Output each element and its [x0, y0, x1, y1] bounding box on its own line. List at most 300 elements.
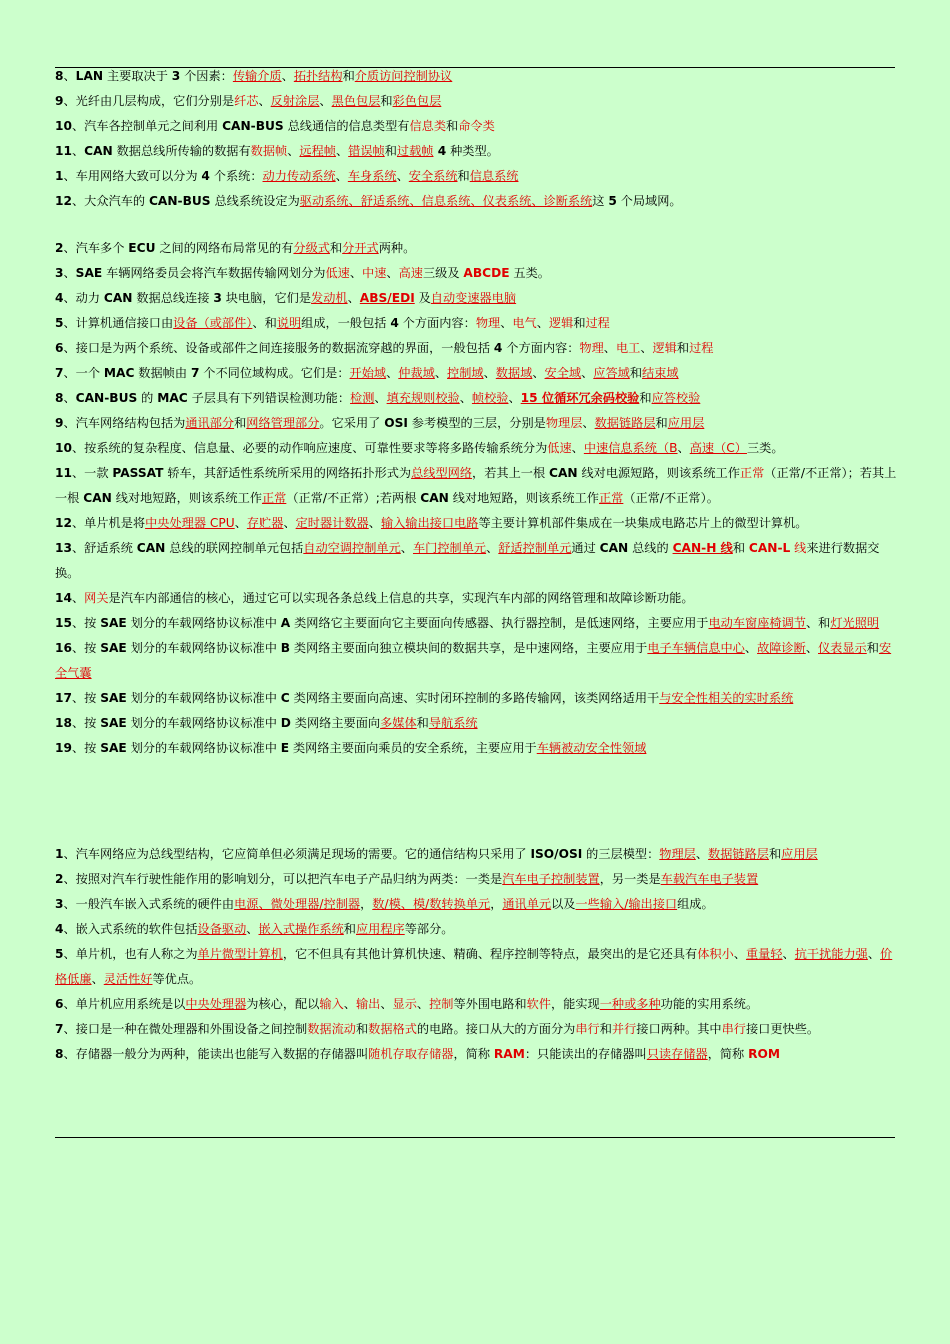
term-text: CAN — [420, 491, 449, 505]
question-text: 、接口是为两个系统、设备或部件之间连接服务的数据流穿越的界面，一般包括 — [63, 341, 494, 355]
question-number: 16 — [55, 641, 72, 655]
question-text: 线对地短路，则该系统工作 — [448, 491, 599, 505]
term-text: SAE — [100, 641, 127, 655]
question-text: ， — [360, 897, 373, 911]
question-text: 组成，一般包括 — [301, 316, 391, 330]
term-text: SAE — [100, 691, 127, 705]
term-text: CAN — [84, 144, 113, 158]
question-line — [55, 164, 900, 189]
answer-text: 控制域 — [447, 366, 484, 380]
question-text: 轿车，其舒适性系统所采用的网络拓扑形式为 — [163, 466, 412, 480]
question-text: 、 — [677, 441, 690, 455]
question-text: 、单片机是将 — [71, 516, 146, 530]
answer-text: 重量轻 — [745, 947, 783, 961]
question-text: 和 — [866, 641, 879, 655]
question-line — [55, 139, 900, 164]
question-number: 17 — [55, 691, 72, 705]
question-text: ：只能读出的存储器叫 — [524, 1047, 647, 1061]
term-text: PASSAT — [112, 466, 164, 480]
answer-text: 一些输入/输出接口 — [575, 897, 678, 911]
answer-text: 传输介质 — [232, 69, 282, 83]
answer-text: 故障诊断 — [757, 641, 806, 655]
answer-text: 黑色包层 — [331, 94, 381, 108]
question-number: 4 — [55, 291, 64, 305]
question-text: 以及 — [551, 897, 576, 911]
question-line — [55, 436, 900, 461]
question-text: 、按 — [71, 616, 101, 630]
answer-text: 电源、微处理器/控制器 — [234, 897, 361, 911]
question-line — [55, 89, 900, 114]
answer-text: 单片微型计算机 — [197, 947, 283, 961]
question-line — [55, 511, 900, 536]
question-text: 、 — [374, 391, 387, 405]
question-text: 、 — [536, 316, 549, 330]
answer-text: 信息类 — [409, 119, 447, 133]
answer-text: 电子车辆信息中心 — [647, 641, 745, 655]
question-text: 总线系统设定为 — [210, 194, 300, 208]
answer-text: 电动车窗座椅调节 — [708, 616, 806, 630]
question-number: 9 — [55, 94, 64, 108]
question-text: 五类。 — [509, 266, 550, 280]
question-text: 、 — [63, 391, 76, 405]
question-section-3 — [55, 842, 900, 1067]
question-text: 、大众汽车的 — [71, 194, 149, 208]
question-number: 12 — [55, 516, 72, 530]
question-text: 、 — [335, 169, 348, 183]
answer-text: 填充规则校验 — [386, 391, 460, 405]
question-text: 通过 — [571, 541, 600, 555]
question-text: 和 — [655, 416, 668, 430]
answer-text: CAN-H 线 — [672, 541, 733, 555]
question-text: 为核心，配以 — [246, 997, 320, 1011]
question-text: 接口两种。其中 — [636, 1022, 722, 1036]
term-text: SAE — [100, 741, 127, 755]
answer-text: 一种或多种 — [599, 997, 661, 1011]
answer-text: 应答域 — [593, 366, 630, 380]
answer-text: 串行 — [575, 1022, 600, 1036]
question-text: 划分的车载网络协议标准中 — [126, 741, 281, 755]
answer-text: 高速（C） — [689, 441, 747, 455]
question-text: 等主要计算机部件集成在一块集成电路芯片上的微型计算机。 — [478, 516, 808, 530]
question-line — [55, 992, 900, 1017]
question-number: 18 — [55, 716, 72, 730]
question-text: 、和 — [805, 616, 831, 630]
question-text: 总线的 — [628, 541, 673, 555]
question-number: 15 — [55, 616, 72, 630]
question-line — [55, 711, 900, 736]
question-text: 和 — [629, 366, 643, 380]
term-text: 4 — [390, 316, 399, 330]
answer-text: 物理 — [579, 341, 604, 355]
question-text: 数据帧由 — [134, 366, 191, 380]
question-text: 及 — [414, 291, 431, 305]
term-text: CAN — [549, 466, 578, 480]
question-text: 、 — [571, 441, 584, 455]
question-text: 和 — [380, 94, 393, 108]
term-text: SAE — [100, 716, 127, 730]
question-text: 、 — [71, 591, 85, 605]
question-text: 、按 — [71, 716, 101, 730]
question-text: 和 — [457, 169, 470, 183]
question-text: 、一般汽车嵌入式系统的硬件由 — [63, 897, 235, 911]
question-line — [55, 636, 900, 686]
term-text: D — [280, 716, 291, 730]
answer-text: 错误帧 — [348, 144, 385, 158]
question-line — [55, 261, 900, 286]
question-text: 和 — [355, 1022, 369, 1036]
question-text: 等部分。 — [404, 922, 454, 936]
answer-text: 随机存取存储器 — [368, 1047, 454, 1061]
term-text: 3 — [213, 291, 222, 305]
answer-text: 灵活性好 — [103, 972, 153, 986]
answer-text: 自动变速器电脑 — [430, 291, 517, 305]
question-text: 功能的实用系统。 — [660, 997, 759, 1011]
term-text: SAE — [75, 266, 103, 280]
term-text: MAC — [157, 391, 188, 405]
question-line — [55, 336, 900, 361]
answer-text: ABS/EDI — [359, 291, 415, 305]
answer-text: 15 位循环冗余码校验 — [520, 391, 640, 405]
question-text: 、车用网络大致可以分为 — [63, 169, 202, 183]
question-line — [55, 236, 900, 261]
term-text: CAN — [136, 541, 166, 555]
question-text: 、 — [695, 847, 709, 861]
question-number: 8 — [55, 391, 64, 405]
answer-text: 驱动系统、舒适系统、信息系统、仪表系统、诊断系统 — [299, 194, 593, 208]
question-line — [55, 892, 900, 917]
term-text: CAN-BUS — [148, 194, 211, 208]
question-text: 、汽车各控制单元之间利用 — [71, 119, 223, 133]
question-text: 、 — [508, 391, 521, 405]
answer-text: 通讯部分 — [185, 416, 235, 430]
answer-text: 车载汽车电子装置 — [660, 872, 759, 886]
term-text: CAN-BUS — [75, 391, 138, 405]
question-text: 、按 — [71, 691, 101, 705]
answer-text: 低速 — [547, 441, 572, 455]
question-text: 划分的车载网络协议标准中 — [126, 641, 281, 655]
answer-text: 输入输出接口电路 — [380, 516, 479, 530]
question-text: 、 — [343, 997, 356, 1011]
question-text: 、 — [867, 947, 881, 961]
question-text: 、 — [71, 144, 85, 158]
question-line — [55, 736, 900, 761]
term-text: LAN — [75, 69, 104, 83]
answer-text: 彩色包层 — [392, 94, 442, 108]
answer-text: 应用层 — [667, 416, 705, 430]
question-line — [55, 64, 900, 89]
question-text: 和 — [446, 119, 459, 133]
question-text: 这 — [592, 194, 609, 208]
answer-text: 过载帧 — [396, 144, 434, 158]
question-text: 、汽车网络应为总线型结构，它应简单但必须满足现场的需要。它的通信结构只采用了 — [63, 847, 531, 861]
answer-text: 安全域 — [544, 366, 582, 380]
answer-text: 车辆被动安全性领域 — [536, 741, 647, 755]
question-text: 划分的车载网络协议标准中 — [126, 691, 281, 705]
answer-text: 检测 — [350, 391, 375, 405]
answer-text: 串行 — [721, 1022, 746, 1036]
question-text: 、 — [283, 516, 296, 530]
question-text: 接口更快些。 — [745, 1022, 820, 1036]
question-text: 之间的网络布局常见的有 — [155, 241, 294, 255]
question-section-1 — [55, 64, 900, 214]
question-text: 总线通信的信息类型有 — [283, 119, 410, 133]
answer-text: 动力传动系统 — [262, 169, 336, 183]
question-text: 子层具有下列错误检测功能： — [187, 391, 351, 405]
question-number: 5 — [55, 316, 64, 330]
question-text: 、 — [400, 541, 413, 555]
question-line — [55, 461, 900, 511]
answer-text: 车身系统 — [347, 169, 397, 183]
answer-text: 过程 — [689, 341, 714, 355]
question-text: 线对地短路，则该系统工作 — [111, 491, 262, 505]
answer-text: 数据格式 — [368, 1022, 417, 1036]
question-text: 、汽车多个 — [63, 241, 129, 255]
question-line — [55, 386, 900, 411]
question-text: （正常/不正常）。 — [623, 491, 719, 505]
question-number: 8 — [55, 69, 64, 83]
question-number: 14 — [55, 591, 72, 605]
answer-text: 只读存储器 — [646, 1047, 708, 1061]
question-text: 划分的车载网络协议标准中 — [126, 616, 281, 630]
question-text: 车辆网络委员会将汽车数据传输网划分为 — [102, 266, 326, 280]
answer-text: 灯光照明 — [830, 616, 880, 630]
answer-text: RAM — [493, 1047, 525, 1061]
question-text: 和 — [599, 1022, 612, 1036]
question-text: 和 — [416, 716, 429, 730]
question-text: 、 — [744, 641, 758, 655]
answer-text: 与安全性相关的实时系统 — [659, 691, 794, 705]
answer-text: 低速 — [325, 266, 350, 280]
question-text: 个方面内容： — [398, 316, 476, 330]
answer-text: 软件 — [526, 997, 551, 1011]
answer-text: 发动机 — [311, 291, 348, 305]
answer-text: 价格低廉 — [55, 947, 893, 986]
question-number: 6 — [55, 341, 64, 355]
answer-text: 信息系统 — [469, 169, 519, 183]
question-text: 、 — [287, 144, 300, 158]
question-number: 9 — [55, 416, 64, 430]
question-text: 、 — [434, 366, 448, 380]
question-text: 、 — [733, 947, 746, 961]
term-text: 3 — [171, 69, 181, 83]
question-text: （正常/不正常）；若其上一根 — [55, 466, 897, 505]
answer-text: 电工 — [615, 341, 641, 355]
answer-text: 汽车电子控制装置 — [502, 872, 600, 886]
question-text: 、按系统的复杂程度、信息量、必要的动作响应速度、可靠性要求等将多路传输系统分为 — [71, 441, 548, 455]
question-number: 12 — [55, 194, 72, 208]
question-text: 两种。 — [378, 241, 416, 255]
answer-text: 拓扑结构 — [293, 69, 343, 83]
question-text: 总线的联网控制单元包括 — [165, 541, 304, 555]
question-text: 类网络主要面向独立模块间的数据共享，是中速网络，主要应用于 — [290, 641, 648, 655]
question-text: 、接口是一种在微处理器和外围设备之间控制 — [63, 1022, 308, 1036]
question-line — [55, 1042, 900, 1067]
question-text: 来进行数据交换。 — [55, 541, 880, 580]
question-text: 的 — [137, 391, 158, 405]
question-text: 、 — [416, 997, 430, 1011]
question-number: 3 — [55, 266, 64, 280]
question-number: 11 — [55, 144, 72, 158]
question-text: 的电路。接口从大的方面分为 — [416, 1022, 576, 1036]
answer-text: 抗干扰能力强 — [794, 947, 868, 961]
answer-text: 中央处理器 — [185, 997, 247, 1011]
question-text: 、汽车网络结构包括为 — [63, 416, 186, 430]
question-text: 和 — [234, 416, 247, 430]
question-text: 和 — [573, 316, 586, 330]
question-number: 10 — [55, 441, 72, 455]
answer-text: 自动空调控制单元 — [303, 541, 401, 555]
answer-text: 正常 — [739, 466, 765, 480]
answer-text: 应用程序 — [355, 922, 405, 936]
question-text: 个因素： — [180, 69, 233, 83]
answer-text: 结束域 — [642, 366, 679, 380]
question-text: 、 — [396, 169, 409, 183]
answer-text: 车门控制单元 — [412, 541, 487, 555]
question-text: 和 — [329, 241, 343, 255]
question-line — [55, 942, 900, 992]
answer-text: 仲裁域 — [398, 366, 435, 380]
answer-text: 仪表显示 — [818, 641, 867, 655]
question-text: 、 — [349, 266, 363, 280]
question-text: ，能实现 — [550, 997, 600, 1011]
question-line — [55, 867, 900, 892]
question-text: 块电脑，它们是 — [221, 291, 312, 305]
answer-text: 通讯单元 — [502, 897, 552, 911]
term-text: CAN — [103, 291, 133, 305]
question-text: ，简称 — [707, 1047, 749, 1061]
question-text: 和 — [342, 69, 355, 83]
question-text: 、 — [582, 416, 595, 430]
question-text: ， — [490, 897, 503, 911]
answer-text: 高速 — [398, 266, 423, 280]
question-text: 数据总线连接 — [132, 291, 214, 305]
answer-text: 应答校验 — [651, 391, 701, 405]
question-text: 、 — [63, 266, 76, 280]
answer-text: 说明 — [276, 316, 302, 330]
question-text: 和 — [343, 922, 356, 936]
question-text: 、单片机，也有人称之为 — [63, 947, 198, 961]
question-text: 、 — [386, 266, 399, 280]
answer-text: 正常 — [599, 491, 624, 505]
question-text: 、 — [486, 541, 499, 555]
question-text: 、存储器一般分为两种，能读出也能写入数据的存储器叫 — [63, 1047, 369, 1061]
question-number: 3 — [55, 897, 64, 911]
question-text: 、 — [368, 516, 381, 530]
question-text: 、按 — [71, 641, 101, 655]
answer-text: 数/模、模/数转换单元 — [372, 897, 491, 911]
term-text: B — [280, 641, 291, 655]
question-number: 7 — [55, 1022, 64, 1036]
question-text: 和 — [384, 144, 397, 158]
question-number: 5 — [55, 947, 64, 961]
question-text: 划分的车载网络协议标准中 — [126, 716, 281, 730]
question-text: 主要取决于 — [103, 69, 172, 83]
term-text: E — [280, 741, 290, 755]
question-text: 、动力 — [63, 291, 104, 305]
question-line — [55, 189, 900, 214]
answer-text: 存贮器 — [246, 516, 284, 530]
answer-text: 设备（或部件） — [173, 316, 253, 330]
answer-text: 开始域 — [349, 366, 387, 380]
question-text: 、 — [319, 94, 332, 108]
question-text: ，简称 — [453, 1047, 494, 1061]
term-text: CAN — [83, 491, 112, 505]
answer-text: 物理层 — [545, 416, 583, 430]
question-text: 、 — [246, 922, 259, 936]
question-number: 8 — [55, 1047, 64, 1061]
question-text: 和 — [676, 341, 690, 355]
answer-text: 网关 — [84, 591, 109, 605]
question-text: 、和 — [252, 316, 277, 330]
answer-text: 逻辑 — [548, 316, 574, 330]
question-number: 19 — [55, 741, 72, 755]
answer-text: 数据帧 — [250, 144, 288, 158]
question-text: 、 — [603, 341, 616, 355]
question-text: 、 — [483, 366, 496, 380]
question-number: 10 — [55, 119, 72, 133]
question-line — [55, 686, 900, 711]
question-text: 、 — [63, 69, 76, 83]
answer-text: 线 — [790, 541, 807, 555]
question-text: ，它不但具有其他计算机快速、精确、程序控制等特点，最突出的是它还具有 — [282, 947, 698, 961]
answer-text: 嵌入式操作系统 — [258, 922, 344, 936]
answer-text: 纤芯 — [234, 94, 259, 108]
answer-text: 并行 — [611, 1022, 637, 1036]
answer-text: 命令类 — [458, 119, 495, 133]
question-number: 4 — [55, 922, 64, 936]
question-text: 、嵌入式系统的软件包括 — [63, 922, 198, 936]
question-text: 、 — [581, 366, 594, 380]
answer-text: 数据流动 — [307, 1022, 356, 1036]
answer-text: 多媒体 — [380, 716, 417, 730]
answer-text: 分开式 — [342, 241, 379, 255]
answer-text: 物理层 — [659, 847, 696, 861]
question-line — [55, 286, 900, 311]
question-text: 、 — [258, 94, 271, 108]
question-line — [55, 1017, 900, 1042]
term-text: 7 — [190, 366, 200, 380]
question-number: 13 — [55, 541, 72, 555]
question-text: 类网络它主要面向它主要面向传感器、执行器控制，是低速网络，主要应用于 — [290, 616, 709, 630]
answer-text: 控制 — [429, 997, 454, 1011]
answer-text: 数据链路层 — [708, 847, 769, 861]
answer-text: 设备驱动 — [197, 922, 247, 936]
question-line — [55, 842, 900, 867]
question-text: 线对电源短路，则该系统工作 — [577, 466, 740, 480]
term-text: ISO/OSI — [530, 847, 583, 861]
question-text: 、单片机应用系统是以 — [63, 997, 186, 1011]
answer-text: 物理 — [475, 316, 501, 330]
answer-text: 总线型网络 — [411, 466, 473, 480]
answer-text: 安全气囊 — [55, 641, 892, 680]
question-text: 个不同位域构成。它们是： — [199, 366, 350, 380]
answer-text: 体积小 — [697, 947, 734, 961]
term-text: 4 — [493, 341, 503, 355]
answer-text: CAN-L — [748, 541, 791, 555]
term-text: OSI — [384, 416, 408, 430]
question-text: 、 — [281, 69, 294, 83]
question-line — [55, 586, 900, 611]
question-line — [55, 611, 900, 636]
answer-text: 中速信息系统（B — [583, 441, 678, 455]
question-text: 、 — [380, 997, 393, 1011]
answer-text: 逻辑 — [652, 341, 677, 355]
question-text: 、按 — [71, 741, 101, 755]
question-text: 三级及 — [422, 266, 464, 280]
question-text: 个方面内容： — [502, 341, 580, 355]
question-text: 和 — [639, 391, 652, 405]
question-text: ，另一类是 — [599, 872, 661, 886]
